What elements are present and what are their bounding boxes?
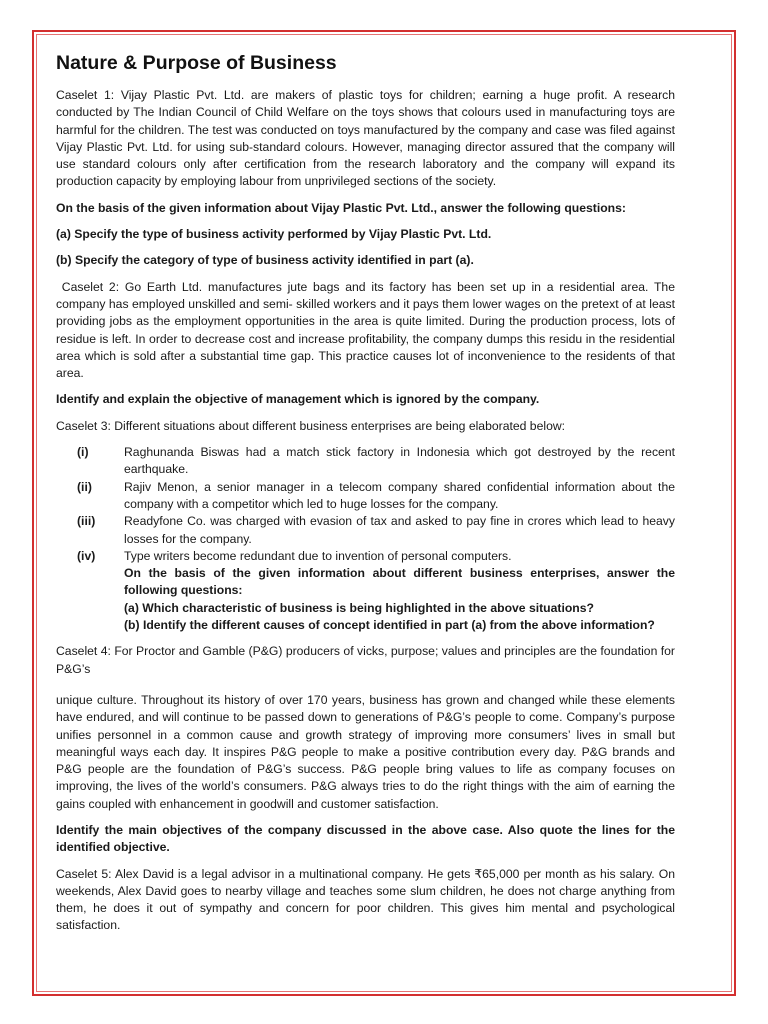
caselet-3-question-a: (a) Which characteristic of business is being highlighted in the above situations? <box>124 600 594 615</box>
document-body <box>56 50 679 944</box>
caselet-4-text-2: unique culture. Throughout its history of over 170 years, business has grown and changed while these elements have endured, and will continue to be passed down to generations of P&G’s people to come. Company’s purpose unifies personnel in a common cause and growth strategy of improving more consumers’ lives in small but meaningful ways each day. It inspires P&G people to make a positive contribution every day. P&G brands and P&G people are the foundation of P&G’s success. P&G people bring values to life as company focuses on improving, the lives of the world’s consumers. P&G always tries to do the right things with the aim of earning the gains coupled with enhancement in goodwill and customer satisfaction. <box>56 692 675 811</box>
list-item-number: (iii) <box>77 514 96 529</box>
caselet-1-text: Caselet 1: Vijay Plastic Pvt. Ltd. are makers of plastic toys for children; earning a huge profit. A research conducted by The Indian Council of Child Welfare on the toys shows that colours used in manufacturing toys are harmful for the children. The test was conducted on toys manufactured by the company and case was filed against Vijay Plastic Pvt. Ltd. for using sub-standard colours. However, managing director assured that the company will use standard colours only after certification from the research laboratory and the company will expand its production capacity by employing labour from unprivileged sections of the society. <box>56 88 675 189</box>
caselet-3-instruction: On the basis of the given information about different business enterprises, answer the following questions: <box>124 566 675 598</box>
list-item-text: Readyfone Co. was charged with evasion of tax and asked to pay fine in crores which lead to heavy losses for the company. <box>124 514 675 546</box>
list-item <box>56 444 675 479</box>
page-title: Nature & Purpose of Business <box>56 52 337 74</box>
caselet-1-question-b: (b) Specify the category of type of business activity identified in part (a). <box>56 253 474 268</box>
caselet-3-question-b: (b) Identify the different causes of concept identified in part (a) from the above information? <box>124 618 655 633</box>
caselet-1-instruction: On the basis of the given information about Vijay Plastic Pvt. Ltd., answer the following questions: <box>56 200 626 215</box>
caselet-2-question: Identify and explain the objective of management which is ignored by the company. <box>56 392 540 407</box>
list-item-number: (iv) <box>77 548 96 563</box>
list-item-text: Raghunanda Biswas had a match stick factory in Indonesia which got destroyed by the recent earthquake. <box>124 445 675 477</box>
caselet-3-intro: Caselet 3: Different situations about different business enterprises are being elaborated below: <box>56 418 566 433</box>
caselet-1-question-a: (a) Specify the type of business activity performed by Vijay Plastic Pvt. Ltd. <box>56 227 492 242</box>
list-item <box>56 479 675 514</box>
list-item-number: (ii) <box>77 479 92 494</box>
caselet-3-list <box>56 444 675 634</box>
list-item-text: Type writers become redundant due to invention of personal computers. <box>124 548 512 563</box>
caselet-4-question: Identify the main objectives of the company discussed in the above case. Also quote the lines for the identified objective. <box>56 822 675 855</box>
list-item-text: Rajiv Menon, a senior manager in a telecom company shared confidential information about the company with a competitor which led to huge losses for the company. <box>124 479 675 511</box>
list-item <box>56 548 675 565</box>
list-item-number: (i) <box>77 445 89 460</box>
caselet-5-text: Caselet 5: Alex David is a legal advisor in a multinational company. He gets ₹65,000 per month as his salary. On weekends, Alex David goes to nearby village and teaches some slum children, he does not charge anything from them, he does it out of sympathy and concern for poor children. This gives him mental and psychological satisfaction. <box>56 866 675 933</box>
caselet-4-text-1: Caselet 4: For Proctor and Gamble (P&G) producers of vicks, purpose; values and principles are the foundation for P&G’s <box>56 644 675 676</box>
caselet-2-text: Caselet 2: Go Earth Ltd. manufactures jute bags and its factory has been set up in a residential area. The company has employed unskilled and semi- skilled workers and it pays them lower wages on the pretext of at least providing jobs as the employment opportunities in the area is quite limited. During the production process, lots of residue is left. In order to decrease cost and increase profitability, the company dumps this residu in the residential area which is sold after a substantial time gap. This practice causes lot of inconvenience to the residents of that area. <box>56 279 679 381</box>
list-item <box>56 513 675 548</box>
